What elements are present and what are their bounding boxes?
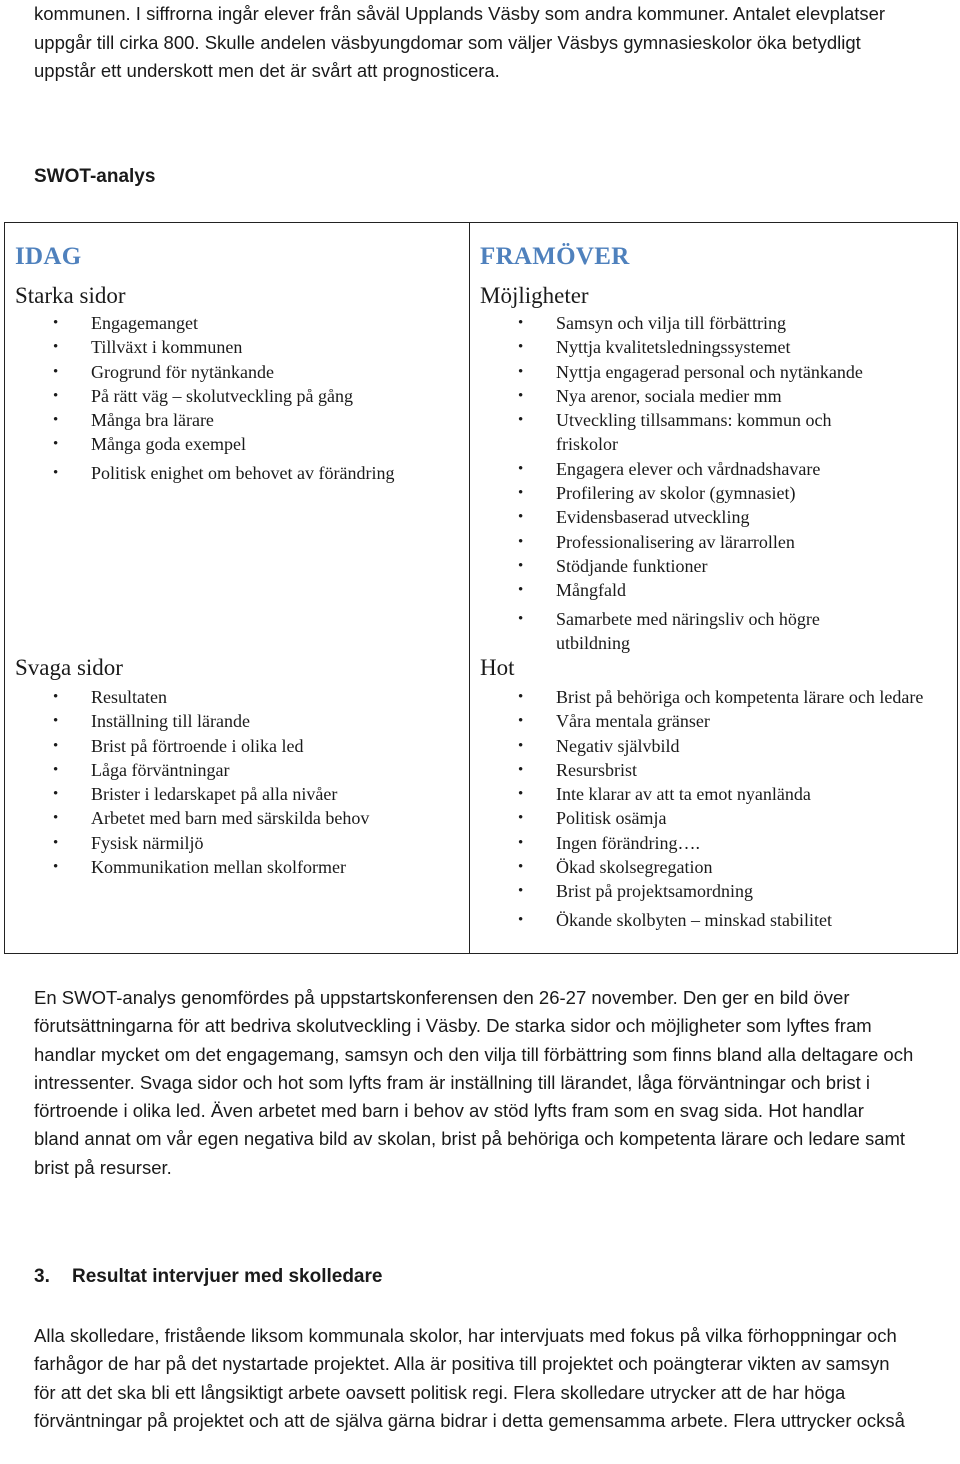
list-item: • Ingen förändring…. [480,831,950,855]
list-item: • Inställning till lärande [15,709,369,733]
section-number: 3. [34,1266,50,1287]
list-item: • Brist på förtroende i olika led [15,734,369,758]
list-item: • Arbetet med barn med särskilda behov [15,806,369,830]
list-item: • Nyttja kvalitetsledningssystemet [480,335,940,359]
list-item: • Politisk enighet om behovet av förändring [15,461,394,485]
opportunities-title: Möjligheter [480,283,589,308]
list-item: • Fysisk närmiljö [15,831,369,855]
list-item: • Engagemanget [15,311,394,335]
list-item: • Låga förväntningar [15,758,369,782]
intro-text: kommunen. I siffrorna ingår elever från såväl Upplands Väsby som andra kommuner. Antalet elevplatser uppgår till cirka 800. Skulle andelen väsbyungdomar som väljer Väsbys gymnasieskolor öka betydligt uppstår ett underskott men det är svårt att prognosticera. [34,3,886,81]
list-item: • Tillväxt i kommunen [15,335,394,359]
swot-table [4,222,958,954]
weaknesses-list [15,685,369,879]
opportunities-list [480,311,940,655]
list-item: • Många goda exempel [15,432,394,456]
list-item: • Brist på behöriga och kompetenta lärare och ledare [480,685,950,709]
list-item: • Brister i ledarskapet på alla nivåer [15,782,369,806]
list-item: • Många bra lärare [15,408,394,432]
list-item: • Brist på projektsamordning [480,879,950,903]
threats-title: Hot [480,655,515,680]
list-item: • Mångfald [480,578,940,602]
list-item: • Profilering av skolor (gymnasiet) [480,481,940,505]
results-text: Alla skolledare, fristående liksom kommunala skolor, har intervjuats med fokus på vilka förhoppningar och farhågor de har på det nystartade projektet. Alla är positiva till projektet och poängterar vikten av samsyn för att det ska bli ett långsiktigt arbete oavsett politisk regi. Flera skolledare utrycker att de har höga förväntningar på projektet och att de själva gärna bidrar i detta gemensamma arbete. Flera uttrycker också [34,1325,905,1431]
list-item: • Professionalisering av lärarrollen [480,530,940,554]
intro-paragraph [34,0,914,86]
column-heading-today: IDAG [15,243,82,270]
strengths-title: Starka sidor [15,283,126,308]
section-heading [34,1266,382,1288]
list-item: • Resursbrist [480,758,950,782]
list-item: • Ökad skolsegregation [480,855,950,879]
list-item: • Inte klarar av att ta emot nyanlända [480,782,950,806]
strengths-list [15,311,394,485]
list-item: • Samarbete med näringsliv och högre utbildning [480,607,940,656]
summary-paragraph [34,984,914,1182]
list-item: • Negativ självbild [480,734,950,758]
list-item: • Samsyn och vilja till förbättring [480,311,940,335]
list-item: • Engagera elever och vårdnadshavare [480,457,940,481]
list-item: • Resultaten [15,685,369,709]
swot-column-divider [469,223,470,953]
list-item: • Grogrund för nytänkande [15,360,394,384]
results-paragraph [34,1322,914,1435]
weaknesses-title: Svaga sidor [15,655,123,680]
column-heading-future: FRAMÖVER [480,243,630,270]
list-item: • Utveckling tillsammans: kommun och friskolor [480,408,940,457]
list-item: • Våra mentala gränser [480,709,950,733]
summary-text: En SWOT-analys genomfördes på uppstartskonferensen den 26-27 november. Den ger en bild över förutsättningarna för att bedriva skolutveckling i Väsby. De starka sidor och möjligheter som lyftes fram handlar mycket om det engagemang, samsyn och den vilja till förbättring som finns bland alla deltagare och intressenter. Svaga sidor och hot som lyfts fram är inställning till lärandet, låga förväntningar och brist i förtroende i olika led. Även arbetet med barn i behov av stöd lyfts fram som en svag sida. Hot handlar bland annat om vår egen negativa bild av skolan, brist på behöriga och kompetenta lärare och ledare samt brist på resurser. [34,987,914,1178]
list-item: • Stödjande funktioner [480,554,940,578]
threats-list [480,685,950,932]
section-title: Resultat intervjuer med skolledare [72,1266,383,1287]
list-item: • Evidensbaserad utveckling [480,505,940,529]
list-item: • Ökande skolbyten – minskad stabilitet [480,908,950,932]
list-item: • På rätt väg – skolutveckling på gång [15,384,394,408]
swot-title: SWOT-analys [34,166,156,187]
list-item: • Nyttja engagerad personal och nytänkande [480,360,940,384]
list-item: • Nya arenor, sociala medier mm [480,384,940,408]
list-item: • Politisk osämja [480,806,950,830]
list-item: • Kommunikation mellan skolformer [15,855,369,879]
